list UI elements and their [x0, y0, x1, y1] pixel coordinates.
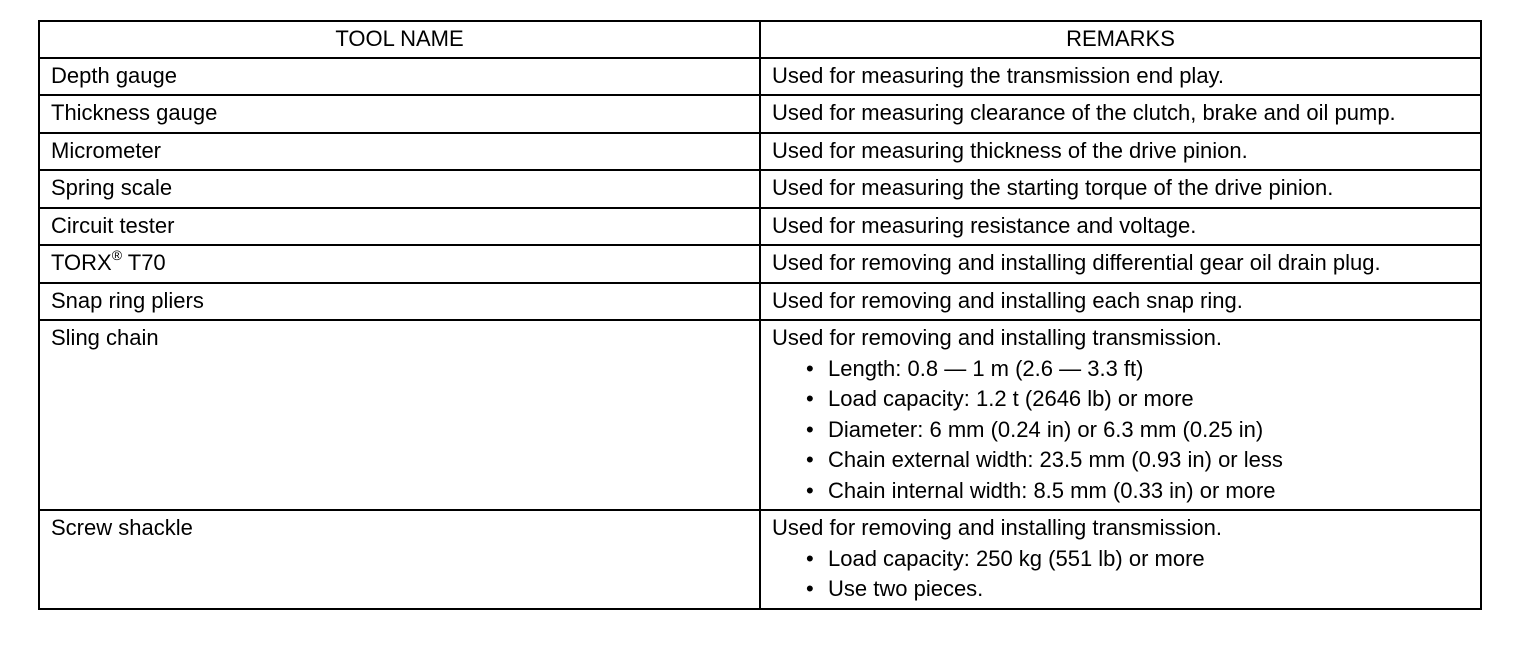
note-text: Length: 0.8 — 1 m (2.6 — 3.3 ft) [828, 355, 1144, 381]
table-row [39, 208, 1481, 246]
notes-list [772, 354, 1472, 507]
header-remarks: REMARKS [760, 21, 1481, 58]
tool-name-cell [39, 510, 760, 609]
table-row [39, 245, 1481, 283]
note-text: Chain external width: 23.5 mm (0.93 in) or less [828, 447, 1283, 472]
note-item [806, 415, 1472, 446]
tool-name-cell [39, 320, 760, 510]
header-tool-name: TOOL NAME [39, 21, 760, 58]
remarks-cell [760, 283, 1481, 321]
bullet-icon: • [806, 545, 814, 571]
note-text: Load capacity: 250 kg (551 lb) or more [828, 545, 1205, 571]
bullet-icon: • [806, 576, 814, 601]
header-row [39, 21, 1481, 58]
note-item [806, 544, 1472, 575]
note-text: Diameter: 6 mm (0.24 in) or 6.3 mm (0.25 in) [828, 416, 1264, 442]
remarks-cell [760, 208, 1481, 246]
tool-name: Screw shackle [51, 515, 193, 540]
remarks-text: Used for measuring the starting torque of the drive pinion. [772, 175, 1334, 200]
tool-name-cell [39, 245, 760, 283]
table-row [39, 170, 1481, 208]
notes-list [772, 544, 1472, 605]
remarks-text: Used for measuring the transmission end play. [772, 62, 1225, 88]
table-row [39, 58, 1481, 96]
remarks-text: Used for removing and installing each snap ring. [772, 287, 1243, 313]
note-item [806, 574, 1472, 605]
tool-name-cell [39, 283, 760, 321]
tool-name: Sling chain [51, 325, 159, 350]
bullet-icon: • [806, 386, 814, 411]
remarks-text: Used for removing and installing transmission. [772, 515, 1222, 540]
tool-name: Depth gauge [51, 62, 177, 88]
remarks-cell [760, 510, 1481, 609]
tool-name: Thickness gauge [51, 100, 218, 125]
note-item [806, 476, 1472, 507]
registered-mark: ® [111, 246, 123, 263]
table-row [39, 510, 1481, 609]
tools-table [38, 20, 1482, 610]
tool-name-cell [39, 58, 760, 96]
note-item [806, 384, 1472, 415]
bullet-icon: • [806, 355, 814, 381]
tool-name-cell [39, 133, 760, 171]
remarks-cell [760, 58, 1481, 96]
tool-name: Snap ring pliers [51, 287, 204, 313]
remarks-text: Used for removing and installing transmission. [772, 325, 1222, 350]
table-row [39, 95, 1481, 133]
remarks-text: Used for measuring resistance and voltage. [772, 212, 1197, 238]
tool-name-cell [39, 95, 760, 133]
remarks-text: Used for removing and installing differential gear oil drain plug. [772, 250, 1381, 275]
table-row [39, 320, 1481, 510]
note-text: Load capacity: 1.2 t (2646 lb) or more [828, 386, 1194, 411]
remarks-cell [760, 245, 1481, 283]
bullet-icon: • [806, 416, 814, 442]
note-text: Chain internal width: 8.5 mm (0.33 in) or more [828, 477, 1276, 503]
remarks-cell [760, 170, 1481, 208]
tool-name: Micrometer [51, 137, 162, 163]
remarks-cell [760, 320, 1481, 510]
remarks-text: Used for measuring clearance of the clutch, brake and oil pump. [772, 100, 1396, 125]
remarks-cell [760, 95, 1481, 133]
note-item [806, 445, 1472, 476]
table-row [39, 133, 1481, 171]
table-row [39, 283, 1481, 321]
bullet-icon: • [806, 447, 814, 472]
tool-name-cell [39, 170, 760, 208]
note-item [806, 354, 1472, 385]
bullet-icon: • [806, 477, 814, 503]
remarks-cell [760, 133, 1481, 171]
note-text: Use two pieces. [828, 576, 984, 601]
remarks-text: Used for measuring thickness of the drive pinion. [772, 137, 1248, 163]
tool-name-cell [39, 208, 760, 246]
tool-name-suffix: T70 [122, 250, 166, 275]
tool-name: Circuit tester [51, 212, 175, 238]
tool-name: TORX [51, 250, 112, 275]
tool-name: Spring scale [51, 175, 173, 200]
